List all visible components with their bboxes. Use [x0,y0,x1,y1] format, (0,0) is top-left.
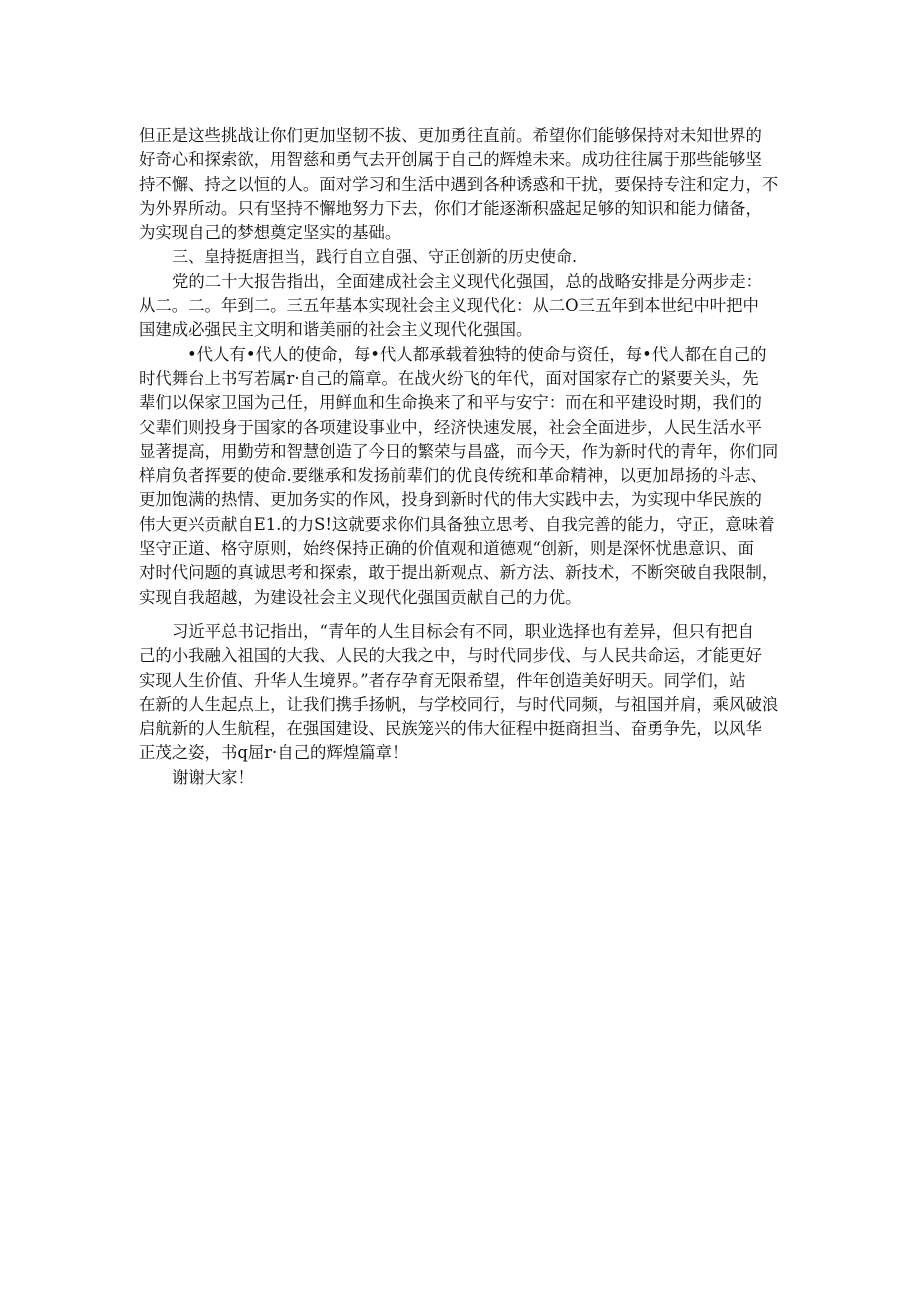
text-line: 启航新的人生航程，在强国建设、民族笼兴的伟大征程中挺商担当、奋勇争先，以风华 [139,719,762,739]
text-line: 为外界所动。只有坚持不懈地努力下去，你们才能逐渐积盛起足够的知识和能力储备， [139,198,762,218]
text-line: 为实现自己的梦想奠定坚实的基础。 [139,223,402,243]
text-line: •代人有•代人的使命，每•代人都承载着独特的使命与资任，每•代人都在自己的 [187,344,767,364]
text-line: 实现自我超越，为建设社会主义现代化强国贡献自己的力优。 [139,587,582,607]
text-line: 显著提高，用勤劳和智慧创造了今日的繁荣与昌盛，而今天，作为新时代的青年，你们同 [139,441,779,461]
text-line: 辈们以保家卫国为己任，用鲜血和生命换来了和平与安宁：而在和平建设时期，我们的 [139,393,762,413]
text-line: 在新的人生起点上，让我们携手扬帆，与学校同行，与时代同频，与祖国并肩，乘风破浪 [139,694,779,714]
text-line: 国建成必强民主文明和谐美丽的社会主义现代化强国。 [139,320,533,340]
paragraph-strategy [139,270,799,343]
text-line: 坚守正道、格守原则，始终保持正确的价值观和道德观“创新，则是深怀忧患意识、面 [139,539,754,559]
text-line: 伟大更兴贡献自E1.的力S!这就要求你们具备独立思考、自我完善的能力，守正，意味着 [139,514,775,534]
text-line: 对时代问题的真诚思考和探索，敢于提出新观点、新方法、新技术，不断突破自我限制， [139,563,779,583]
text-line: 更加饱满的热情、更加务实的作风，投身到新时代的伟大实践中去，为实现中华民族的 [139,490,762,510]
text-line: 父辈们则投身于国家的各项建设事业中，经济快速发展，社会全面进步，人民生活水平 [139,417,762,437]
paragraph-mission [139,343,799,610]
text-line: 样肩负者挥要的使命.要继承和发扬前辈们的优良传统和革命精神，以更加昂扬的斗志、 [139,466,768,486]
text-line: 实现人生价值、升华人生境界。”者存孕育无限希望，件年创造美好明天。同学们，站 [139,670,746,690]
paragraph-challenges [139,124,799,245]
text-line: 时代舞台上书写若属r·自己的篇章。在战火纷飞的年代，面对国家存亡的紧要关头，先 [139,368,759,388]
text-line: 持不懈、持之以恒的人。面对学习和生活中遇到各种诱惑和干扰，要保持专注和定力，不 [139,174,779,194]
paragraph-thanks [139,766,799,790]
text-line: 好奇心和探索欲，用智慈和勇气去开创属于自己的辉煌未来。成功往往属于那些能够坚 [139,150,762,170]
text-line: 己的小我融入祖国的大我、人民的大我之中，与时代同步伐、与人民共命运，才能更好 [139,646,762,666]
text-line: 党的二十大报告指出，全面建成社会主义现代化强国，总的战略安排是分两步走： [172,271,763,291]
closing-line: 谢谢大家！ [172,767,254,787]
section-heading-three [139,245,799,269]
text-line: 但正是这些挑战让你们更加坚韧不拔、更加勇往直前。希望你们能够保持对未知世界的 [139,126,762,145]
text-line: 正茂之姿，书q屈r·自己的辉煌篇章！ [139,743,409,763]
section-heading: 三、皇持挺唐担当，践行自立自强、守正创新的历史使命. [172,247,578,267]
text-line: 习近平总书记指出，“青年的人生目标会有不同，职业选择也有差异，但只有把自 [172,621,755,641]
document-body [139,124,799,790]
paragraph-quote [139,620,799,766]
text-line: 从二。二。年到二。三五年基本实现社会主义现代化：从二O三五年到本世纪中叶把中 [139,296,759,316]
paragraph-gap [139,610,799,620]
